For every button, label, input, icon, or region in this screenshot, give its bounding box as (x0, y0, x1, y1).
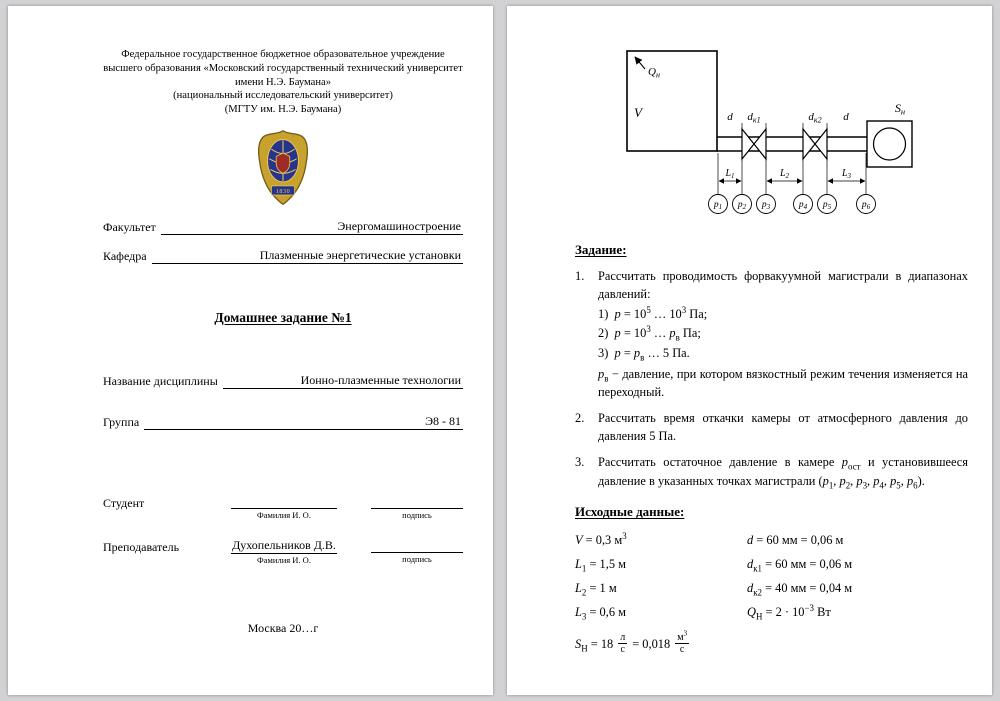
valve-2 (803, 129, 827, 159)
task-heading: Задание: (575, 242, 627, 257)
teacher-label: Преподаватель (103, 539, 180, 554)
fraction-denominator: с (620, 644, 625, 656)
dimension-label-l2: $L_2$ (779, 168, 790, 180)
student-name-hint: Фамилия И. О. (257, 509, 311, 520)
teacher-name-line: Духопельников Д.В. (232, 537, 336, 552)
student-signature-line (371, 494, 463, 509)
valve-1 (742, 129, 766, 159)
group-field (103, 414, 463, 430)
student-name-line (231, 494, 337, 509)
teacher-signature-group (371, 538, 463, 565)
pump (867, 121, 912, 167)
given-value-l2: $L_2 = 1$ м (575, 580, 617, 598)
svg-text:p3: $p_3$ (761, 200, 771, 211)
teacher-signature-hint: подпись (402, 553, 432, 564)
vacuum-system-diagram (617, 42, 917, 232)
task-subitem-2: 2) $p = 10^3$ … $p_в$ Па; (598, 324, 701, 343)
task-item-number: 2. (575, 410, 585, 425)
university-emblem (254, 128, 312, 207)
emblem-year: 1830 (275, 188, 291, 196)
dimension-label-l1: $L_1$ (725, 168, 735, 180)
fraction-m3-per-second (675, 629, 689, 656)
dimension-label-l3: $L_3$ (841, 168, 852, 180)
discipline-value: Ионно-плазменные технологии (300, 372, 461, 387)
given-left-column (575, 528, 747, 661)
svg-text:p4: $p_4$ (798, 200, 808, 211)
given-value-l1: $L_1 = 1,5$ м (575, 556, 626, 574)
given-value-dk2: $d_{к2} = 40$ мм = 0,04 м (747, 580, 853, 598)
faculty-field (103, 219, 463, 235)
discipline-field (103, 373, 463, 389)
discipline-label: Название дисциплины (103, 373, 218, 388)
task-item-text: Рассчитать проводимость форвакуумной магистрали в диапазонах давлений: (598, 268, 968, 302)
given-value-qh: $Q_Н = 2 \cdot 10^{-3}$ Вт (747, 602, 831, 622)
city-year-footer: Москва 20…г (247, 620, 319, 635)
svg-text:p1: $p_1$ (713, 200, 723, 211)
teacher-name-hint: Фамилия И. О. (257, 554, 311, 565)
pressure-point-6 (857, 195, 876, 214)
group-value: Э8 - 81 (425, 413, 461, 428)
given-data-section (575, 528, 968, 661)
header-line: высшего образования «Московский государственный технический университет (103, 62, 463, 74)
task-item-2 (575, 409, 968, 446)
given-data-heading: Исходные данные: (575, 504, 685, 520)
task-subitem-1: 1) $p = 10^5$ … $10^3$ Па; (598, 304, 708, 321)
page-2-content (507, 232, 992, 661)
faculty-label: Факультет (103, 219, 156, 234)
faculty-underline (161, 219, 463, 235)
given-value-sh (575, 627, 747, 661)
pressure-point-3 (757, 195, 776, 214)
task-item-text: Рассчитать остаточное давление в камере $p_{ост}$ и установившееся давление в указанных точках магистрали ($p_1$, $p_2$, $p_3$, $p_4$, $p_5$, $p_6$). (598, 454, 969, 491)
svg-text:p5: $p_5$ (822, 200, 832, 211)
task-item-1 (575, 267, 968, 402)
gas-load-arrow (635, 57, 645, 69)
header-line: имени Н.Э. Баумана» (234, 76, 332, 88)
pressure-point-5 (818, 195, 837, 214)
task-note: $p_в$ − давление, при котором вязкостный режим течения изменяется на переходный. (598, 366, 968, 400)
discipline-underline (223, 373, 463, 389)
header-line: Федеральное государственное бюджетное образовательное учреждение (121, 49, 445, 60)
pump-speed-label: $S_н$ (894, 101, 906, 117)
given-value-dk1: $d_{к1} = 60$ мм = 0,06 м (747, 556, 853, 574)
given-right-column (747, 528, 968, 661)
svg-text:p2: $p_2$ (737, 200, 747, 211)
group-underline (144, 414, 463, 430)
pressure-point-2 (733, 195, 752, 214)
sh-mid: = 0,018 (632, 636, 671, 651)
university-header (103, 48, 463, 117)
pressure-points (709, 195, 876, 214)
header-line: (национальный исследовательский университет) (173, 90, 393, 102)
student-name-group (231, 494, 337, 520)
homework-title: Домашнее задание №1 (214, 309, 352, 325)
department-label: Кафедра (103, 248, 147, 263)
diameter-label-d2: d (843, 111, 849, 123)
diameter-label-dk1: $d_{к1}$ (747, 111, 761, 125)
volume-label: V (634, 105, 642, 120)
fraction-numerator: л (620, 631, 626, 643)
student-signature-hint: подпись (402, 509, 432, 520)
page-1 (8, 6, 493, 695)
pressure-point-4 (794, 195, 813, 214)
pressure-point-1 (709, 195, 728, 214)
extension-lines (718, 123, 866, 194)
teacher-signature-row (103, 538, 463, 565)
task-item-3 (575, 453, 968, 490)
task-item-text: Рассчитать время откачки камеры от атмосферного давления до давления 5 Па. (598, 410, 968, 444)
given-value-d: d = 60 мм = 0,06 м (747, 532, 844, 547)
pipeline (717, 137, 867, 151)
gas-load-label: $Q_н$ (648, 66, 660, 80)
fraction-numerator: $м^3$ (677, 629, 688, 643)
diameter-label-dk2: $d_{к2}$ (808, 111, 822, 125)
department-value: Плазменные энергетические установки (259, 247, 461, 262)
group-label: Группа (103, 414, 140, 429)
task-item-number: 1. (575, 268, 585, 283)
student-label: Студент (103, 495, 145, 510)
fraction-denominator: с (679, 644, 685, 656)
svg-text:p6: $p_6$ (861, 200, 871, 211)
student-signature-row (103, 494, 463, 520)
department-underline (152, 248, 463, 264)
fraction-liters-per-second (618, 632, 627, 656)
task-subitem-3: 3) $p = p_в$ … 5 Па. (598, 345, 690, 363)
vacuum-chamber (627, 51, 717, 151)
page-2 (507, 6, 992, 695)
diameter-label-d1: d (727, 111, 733, 123)
faculty-value: Энергомашиностроение (337, 218, 461, 233)
given-value-l3: $L_3 = 0,6$ м (575, 604, 626, 622)
task-item-body (598, 267, 968, 402)
sh-prefix: $S_Н = 18$ (575, 636, 614, 654)
header-line: (МГТУ им. Н.Э. Баумана) (224, 104, 342, 116)
page-1-content (8, 48, 493, 636)
teacher-name-group (231, 538, 337, 565)
teacher-signature-line (371, 538, 463, 553)
task-item-number: 3. (575, 454, 585, 469)
department-field (103, 248, 463, 264)
student-signature-group (371, 494, 463, 520)
given-value-v: V = 0,3 $м^3$ (575, 530, 627, 547)
